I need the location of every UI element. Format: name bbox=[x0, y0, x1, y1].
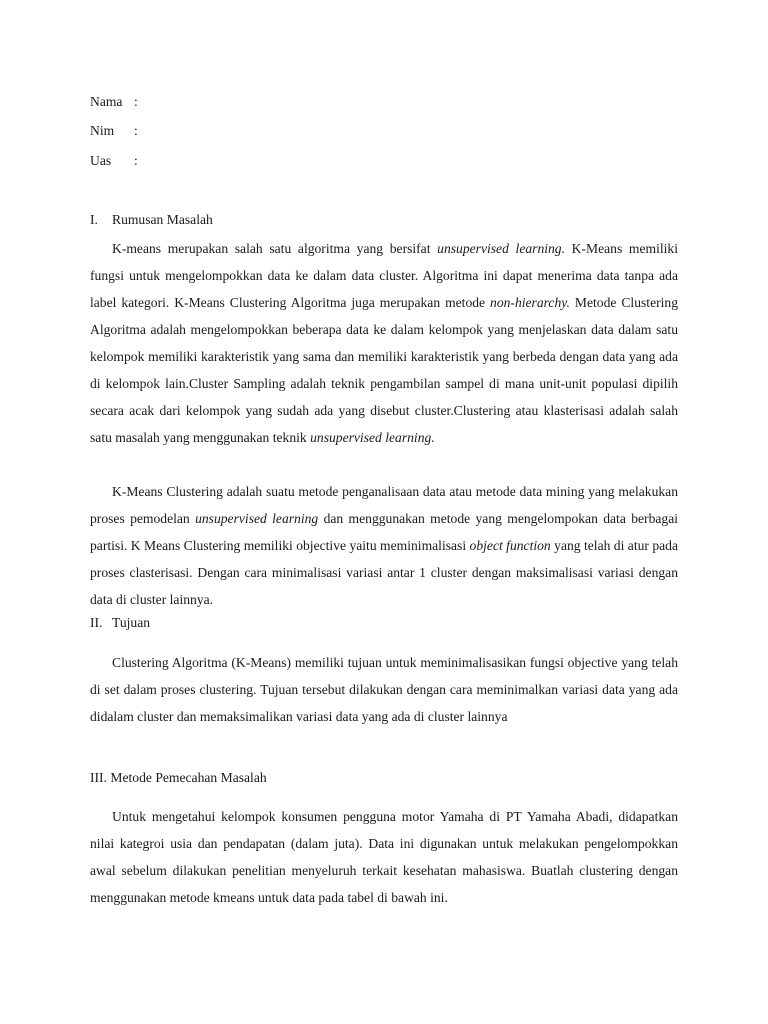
section-heading-2 bbox=[90, 615, 150, 631]
paragraph-tujuan: Clustering Algoritma (K-Means) memiliki tujuan untuk meminimalisasikan fungsi objective yang telah di set dalam proses clustering. Tujuan tersebut dilakukan dengan cara meminimalkan variasi data yang ada didalam cluster dan memaksimalikan variasi data yang ada di cluster lainnya bbox=[90, 655, 678, 724]
uas-label: Uas bbox=[90, 153, 112, 168]
uas-colon: : bbox=[134, 153, 138, 168]
section-number: II. bbox=[90, 615, 103, 630]
nama-row bbox=[90, 94, 138, 110]
section-number: III. bbox=[90, 770, 107, 785]
nim-row bbox=[90, 123, 138, 139]
section-heading-3 bbox=[90, 770, 267, 786]
nama-label: Nama bbox=[90, 94, 123, 109]
section-title: Metode Pemecahan Masalah bbox=[110, 770, 267, 785]
paragraph-metode: Untuk mengetahui kelompok konsumen pengguna motor Yamaha di PT Yamaha Abadi, didapatkan nilai kategroi usia dan pendapatan (dalam juta). Data ini digunakan untuk melakukan pengelompokkan awal sebelum dilakukan penelitian menyeluruh terkait kesehatan mahasiswa. Buatlah clustering dengan menggunakan metode kmeans untuk data pada tabel di bawah ini. bbox=[90, 809, 678, 905]
uas-row bbox=[90, 153, 138, 169]
paragraph-rumusan-1: K-means merupakan salah satu algoritma yang bersifat unsupervised learning. K-Means memiliki fungsi untuk mengelompokkan data ke dalam data cluster. Algoritma ini dapat menerima data tanpa ada label kategori. K-Means Clustering Algoritma juga merupakan metode non-hierarchy. Metode Clustering Algoritma adalah mengelompokkan beberapa data ke dalam kelompok yang menjelaskan data dalam satu kelompok memiliki karakteristik yang sama dan memiliki karakteristik yang berbeda dengan data yang ada di kelompok lain.Cluster Sampling adalah teknik pengambilan sampel di mana unit-unit populasi dipilih secara acak dari kelompok yang sudah ada yang disebut cluster.Clustering atau klasterisasi adalah salah satu masalah yang menggunakan teknik unsupervised learning. bbox=[90, 241, 678, 445]
paragraph-rumusan-2: K-Means Clustering adalah suatu metode penganalisaan data atau metode data mining yang melakukan proses pemodelan unsupervised learning dan menggunakan metode yang mengelompokan data berbagai partisi. K Means Clustering memiliki objective yaitu meminimalisasi object function yang telah di atur pada proses clasterisasi. Dengan cara minimalisasi variasi antar 1 cluster dengan maksimalisasi variasi dengan data di cluster lainnya. bbox=[90, 484, 679, 607]
nama-colon: : bbox=[134, 94, 138, 109]
section-title: Tujuan bbox=[112, 615, 151, 630]
nim-colon: : bbox=[134, 123, 138, 138]
section-number: I. bbox=[90, 212, 98, 227]
section-title: Rumusan Masalah bbox=[112, 212, 213, 227]
section-heading-1 bbox=[90, 212, 213, 228]
nim-label: Nim bbox=[90, 123, 115, 138]
